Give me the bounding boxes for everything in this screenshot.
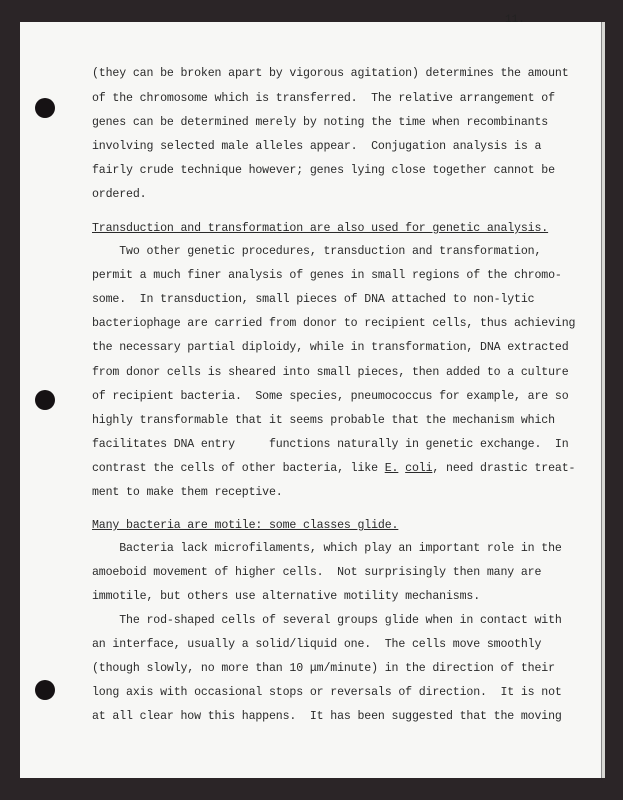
text-line: bacteriophage are carried from donor to recipient cells, thus achieving: [92, 317, 576, 330]
text-line: (they can be broken apart by vigorous agitation) determines the amount: [92, 67, 569, 80]
text-line: fairly crude technique however; genes lying close together cannot be: [92, 164, 555, 177]
text-line: Bacteria lack microfilaments, which play an important role in the: [92, 542, 562, 555]
text-line: genes can be determined merely by noting the time when recombinants: [92, 116, 549, 129]
text-line: (though slowly, no more than 10 μm/minute) in the direction of their: [92, 662, 555, 675]
text-line: an interface, usually a solid/liquid one. The cells move smoothly: [92, 638, 542, 651]
section-heading: Transduction and transformation are also used for genetic analysis.: [92, 222, 549, 235]
species-genus: E.: [384, 462, 399, 475]
punch-hole: [35, 98, 55, 118]
text-line: The rod-shaped cells of several groups glide when in contact with: [92, 614, 562, 627]
punch-hole: [35, 390, 55, 410]
text-line: [92, 462, 575, 475]
text-segment: contrast the cells of other bacteria, like: [92, 462, 385, 475]
section-heading: Many bacteria are motile: some classes glide.: [92, 519, 399, 532]
text-line: at all clear how this happens. It has been suggested that the moving: [92, 710, 562, 723]
page-number: 11.: [505, 14, 525, 26]
text-line: the necessary partial diploidy, while in transformation, DNA extracted: [92, 341, 569, 354]
punch-hole: [35, 680, 55, 700]
text-line: long axis with occasional stops or reversals of direction. It is not: [92, 686, 562, 699]
text-line: ment to make them receptive.: [92, 486, 283, 499]
species-name: coli: [405, 462, 433, 475]
text-line: amoeboid movement of higher cells. Not surprisingly then many are: [92, 566, 542, 579]
text-segment: , need drastic treat-: [432, 462, 576, 475]
text-line: highly transformable that it seems probable that the mechanism which: [92, 414, 555, 427]
text-line: some. In transduction, small pieces of DNA attached to non-lytic: [92, 293, 535, 306]
text-line: involving selected male alleles appear. Conjugation analysis is a: [92, 140, 542, 153]
text-line: of recipient bacteria. Some species, pneumococcus for example, are so: [92, 390, 569, 403]
text-line: permit a much finer analysis of genes in small regions of the chromo-: [92, 269, 562, 282]
text-line: of the chromosome which is transferred. The relative arrangement of: [92, 92, 555, 105]
text-line: facilitates DNA entry functions naturally in genetic exchange. In: [92, 438, 569, 451]
page-edge: [601, 22, 605, 778]
text-line: ordered.: [92, 188, 147, 201]
text-line: from donor cells is sheared into small pieces, then added to a culture: [92, 366, 569, 379]
text-line: Two other genetic procedures, transduction and transformation,: [92, 245, 542, 258]
text-line: immotile, but others use alternative motility mechanisms.: [92, 590, 481, 603]
